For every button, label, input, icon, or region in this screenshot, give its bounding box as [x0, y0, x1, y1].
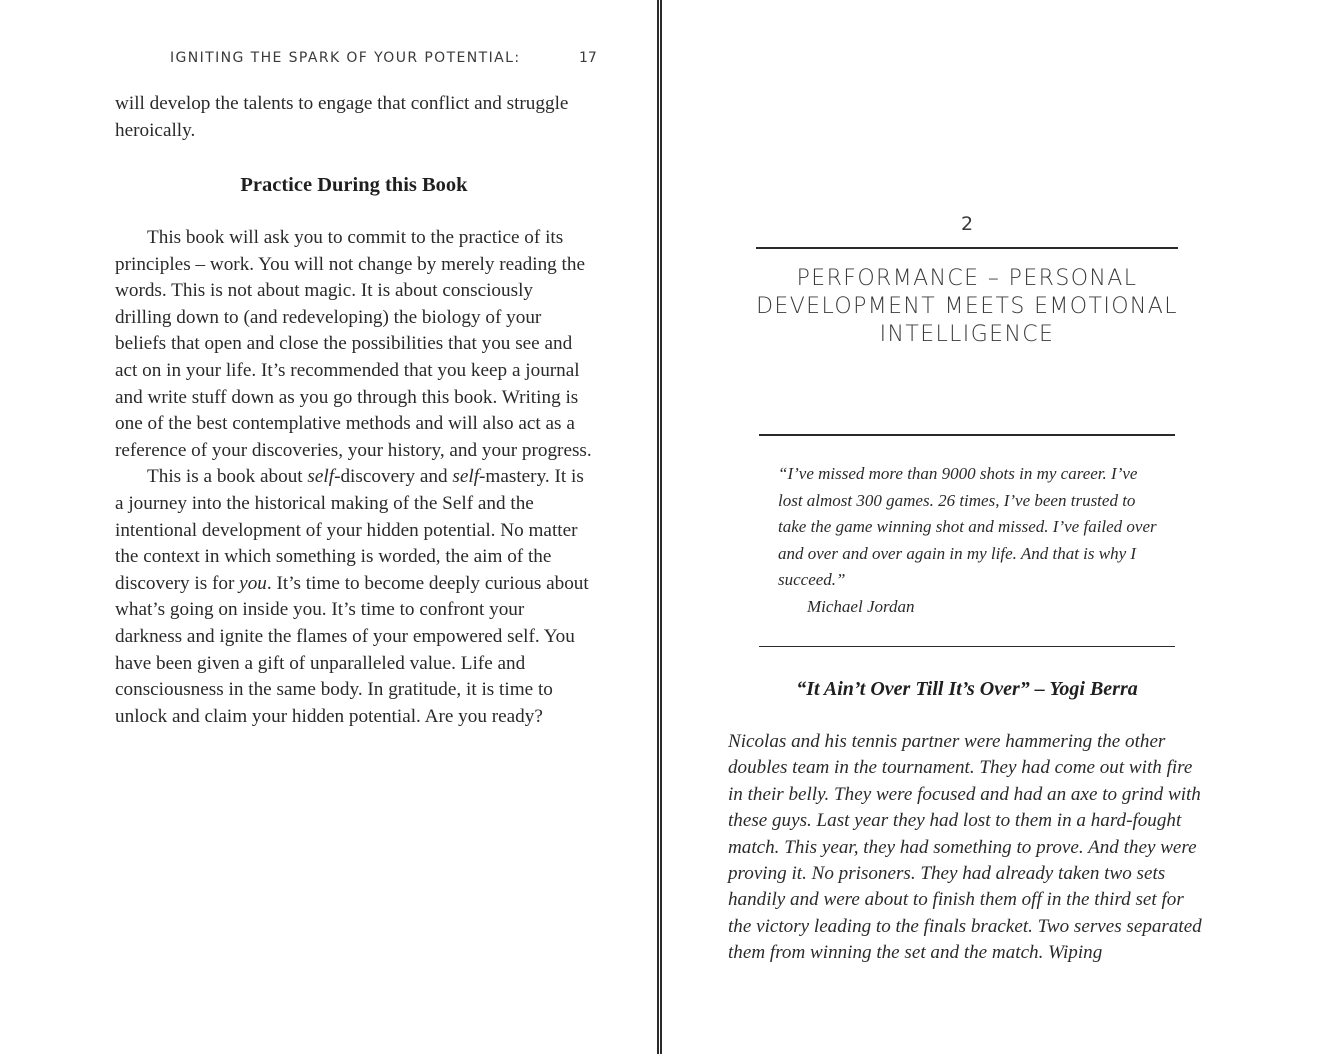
chapter-title: PERFORMANCE – PERSONAL DEVELOPMENT MEETS EMOTIONAL INTELLIGENCE [756, 266, 1178, 347]
emphasis-self-2: self [452, 466, 480, 488]
section-heading: Practice During this Book [240, 174, 468, 196]
story-heading: “It Ain’t Over Till It’s Over” – Yogi Berra [796, 678, 1138, 700]
paragraph-2-text-3: -mastery. It is a journey into the historical making of the Self and the intentional development of your hidden potential. No matter the context in which something is worded, the aim of the discovery is for [115, 466, 584, 594]
epigraph-attribution: Michael Jordan [807, 597, 915, 616]
left-page [0, 0, 657, 1054]
chapter-rule-top [756, 247, 1178, 249]
right-page [662, 0, 1318, 1054]
carry-over-paragraph [115, 91, 593, 144]
epigraph-rule-top [759, 434, 1175, 436]
paragraph-2-text-4: . It’s time to become deeply curious about what’s going on inside you. It’s time to confront your darkness and ignite the flames of your empowered self. You have been given a gift of unparalleled value. Life and consciousness in the same body. In gratitude, it is time to unlock and claim your hidden potential. Are you ready? [115, 572, 589, 727]
section-body [115, 225, 593, 730]
epigraph-rule-bottom [759, 646, 1175, 647]
emphasis-self-1: self [307, 466, 335, 488]
paragraph-2-text-1: This is a book about [147, 466, 308, 488]
paragraph-2-text-2: -discovery and [334, 466, 453, 488]
epigraph-quote: “I’ve missed more than 9000 shots in my career. I’ve lost almost 300 games. 26 times, I’ve been trusted to take the game winning shot and missed. I’ve failed over and over and over again in my life. And that is why I succeed.” [778, 464, 1157, 589]
emphasis-you: you [239, 572, 267, 594]
paragraph-1: This book will ask you to commit to the practice of its principles – work. You will not change by merely reading the words. This is not about magic. It is about consciously drilling down to (and redeveloping) the biology of your beliefs that open and close the possibilities that you see and act on in your life. It’s recommended that you keep a journal and write stuff down as you go through this book. Writing is one of the best contemplative methods and will also act as a reference of your discoveries, your history, and your progress. [115, 227, 592, 461]
paragraph-2 [115, 464, 593, 730]
carry-over-text: will develop the talents to engage that conflict and struggle heroically. [115, 93, 569, 141]
running-head: IGNITING THE SPARK OF YOUR POTENTIAL: [170, 50, 521, 66]
page-number: 17 [579, 50, 597, 66]
chapter-number: 2 [960, 213, 974, 235]
story-paragraph: Nicolas and his tennis partner were hammering the other doubles team in the tournament. They had come out with fire in their belly. They were focused and had an axe to grind with these guys. Last year they had lost to them in a hard-fought match. This year, they had something to prove. And they were proving it. No prisoners. They had already taken two sets handily and were about to finish them off in the third set for the victory leading to the finals bracket. Two serves separated them from winning the set and the match. Wiping [728, 731, 1202, 964]
